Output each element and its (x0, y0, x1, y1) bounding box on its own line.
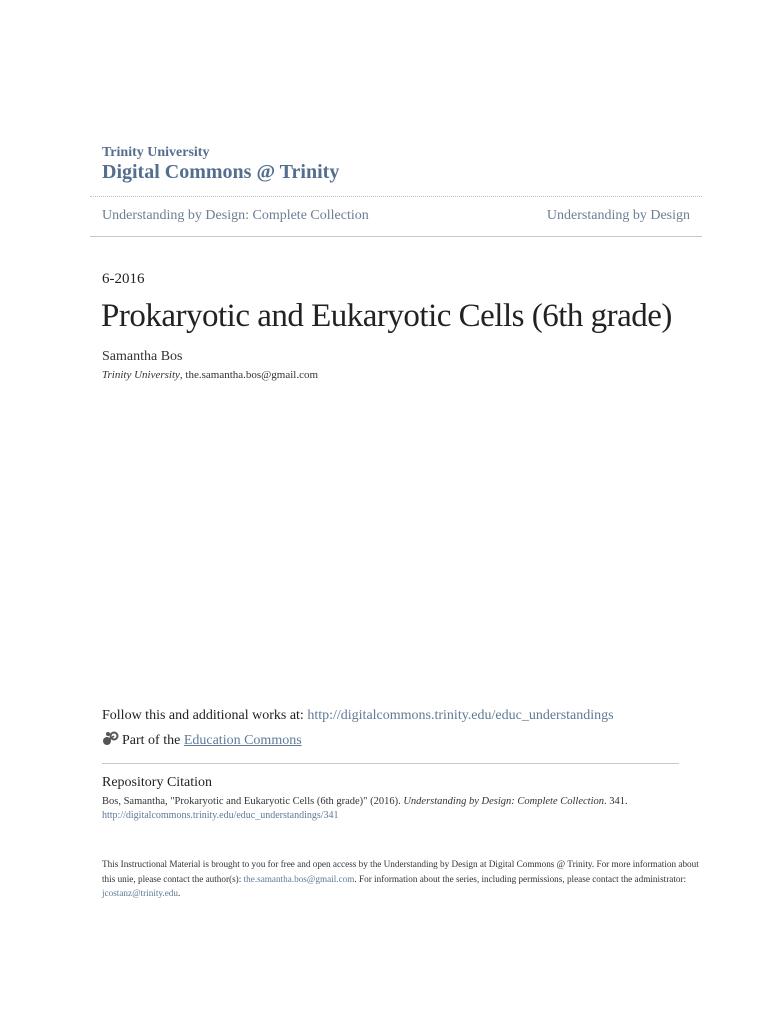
author-email-link[interactable]: the.samantha.bos@gmail.com (243, 873, 355, 884)
author-affiliation (102, 369, 318, 381)
citation-text (102, 796, 628, 807)
citation-divider (102, 763, 679, 764)
notice-text: This Instructional Material is brought to you for free and open access by the Understanding by Design at Digital Commons @ Trinity. For more information about this unie, please contact the author(s): (102, 859, 699, 884)
citation-url-link[interactable]: http://digitalcommons.trinity.edu/educ_understandings/341 (102, 810, 339, 821)
citation-number: . 341. (603, 796, 628, 807)
access-notice (102, 857, 702, 901)
notice-text-2: . For information about the series, including permissions, please contact the administrator: (354, 873, 687, 884)
affiliation-institution: Trinity University (102, 369, 180, 381)
follow-label: Follow this and additional works at: (102, 708, 308, 723)
institution-name[interactable]: Trinity University (102, 145, 210, 160)
dotted-divider (90, 196, 702, 197)
site-title[interactable]: Digital Commons @ Trinity (102, 161, 340, 183)
series-link[interactable]: Understanding by Design (546, 208, 690, 223)
part-of-line (102, 731, 302, 749)
follow-url-link[interactable]: http://digitalcommons.trinity.edu/educ_understandings (307, 708, 614, 723)
publication-date: 6-2016 (102, 271, 145, 287)
network-icon (102, 731, 119, 746)
notice-text-end: . (178, 888, 181, 898)
affiliation-email: , the.samantha.bos@gmail.com (179, 369, 319, 381)
document-title: Prokaryotic and Eukaryotic Cells (6th grade) (101, 298, 672, 334)
citation-series: Understanding by Design: Complete Collection (403, 796, 604, 807)
follow-line (102, 708, 614, 724)
citation-body: Bos, Samantha, "Prokaryotic and Eukaryotic Cells (6th grade)" (2016). (102, 796, 404, 807)
header-divider (90, 236, 702, 237)
collection-link[interactable]: Understanding by Design: Complete Collection (102, 208, 369, 223)
author-name: Samantha Bos (102, 349, 183, 364)
education-commons-link[interactable]: Education Commons (183, 733, 302, 748)
part-of-label: Part of the (122, 733, 184, 748)
citation-heading: Repository Citation (102, 775, 213, 790)
admin-email-link[interactable]: jcostanz@trinity.edu (102, 888, 178, 898)
